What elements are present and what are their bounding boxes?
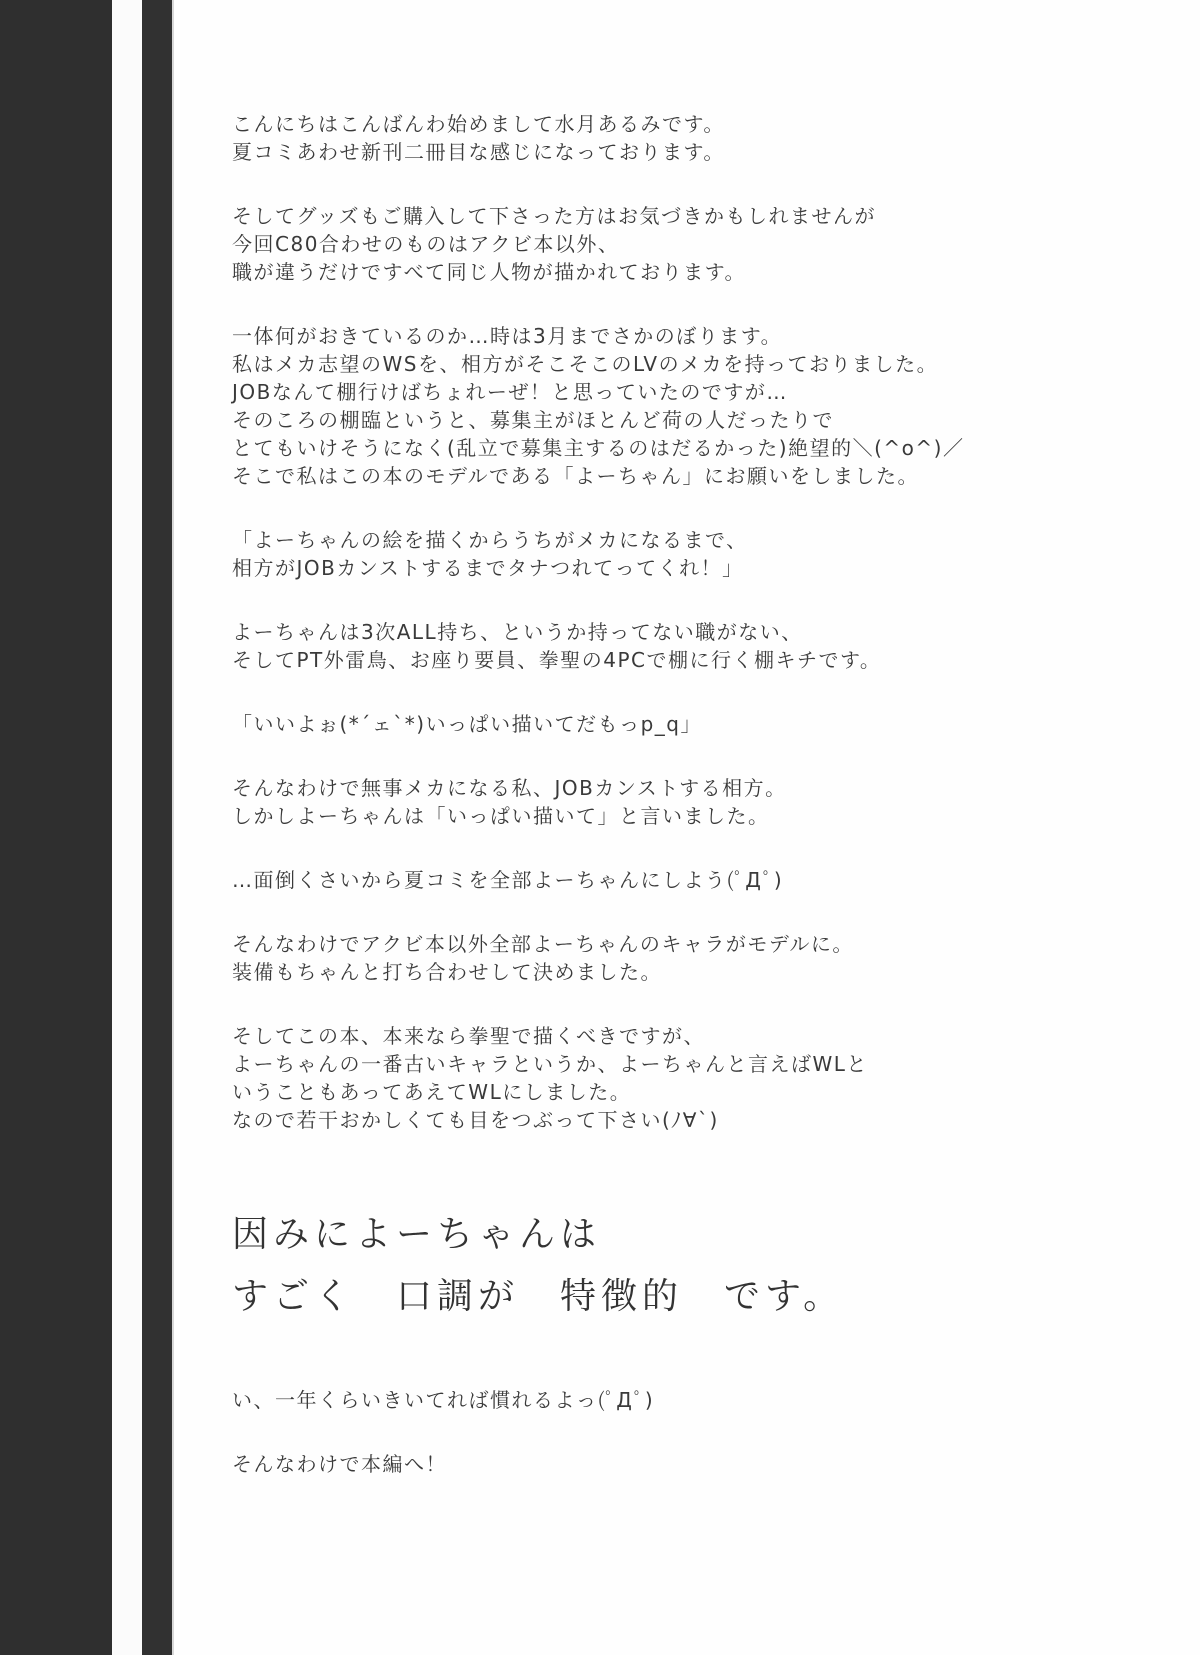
text-line: 相方がJOBカンストするまでタナつれてってくれ！」	[232, 556, 744, 580]
paragraph-greeting	[232, 110, 1162, 166]
paragraph-request-quote	[232, 526, 1162, 582]
text-line: 一体何がおきているのか…時は3月までさかのぼります。	[232, 324, 783, 348]
text-line: い、一年くらいきいてれば慣れるよっ(ﾟДﾟ)	[232, 1388, 655, 1412]
text-line: 「よーちゃんの絵を描くからうちがメカになるまで、	[232, 528, 748, 552]
left-white-stripe	[112, 0, 142, 1655]
text-line: そのころの棚臨というと、募集主がほとんど荷の人だったりで	[232, 408, 834, 432]
text-line: そしてグッズもご購入して下さった方はお気づきかもしれませんが	[232, 204, 876, 228]
text-line: …面倒くさいから夏コミを全部よーちゃんにしよう(ﾟДﾟ)	[232, 868, 784, 892]
text-line: 今回C80合わせのものはアクビ本以外、	[232, 232, 620, 256]
text-line: こんにちはこんばんわ始めまして水月あるみです。	[232, 112, 725, 136]
afterword-text	[232, 110, 1162, 1514]
left-dark-stripe	[0, 0, 112, 1655]
paragraph-goods	[232, 202, 1162, 286]
text-line: とてもいけそうになく(乱立で募集主するのはだるかった)絶望的＼(^o^)／	[232, 436, 965, 460]
paragraph-closing-2	[232, 1450, 1162, 1478]
text-line: 夏コミあわせ新刊二冊目な感じになっております。	[232, 140, 725, 164]
paragraph-result	[232, 774, 1162, 830]
paragraph-model	[232, 930, 1162, 986]
text-line: そんなわけで本編へ！	[232, 1452, 447, 1476]
text-line: 職が違うだけですべて同じ人物が描かれております。	[232, 260, 746, 284]
text-line: 「いいよぉ(*´ェ`*)いっぱい描いてだもっp_q」	[232, 712, 702, 736]
text-line: しかしよーちゃんは「いっぱい描いて」と言いました。	[232, 804, 770, 828]
text-line: そんなわけで無事メカになる私、JOBカンストする相方。	[232, 776, 787, 800]
big-note-line: すごく 口調が 特徴的 です。	[232, 1276, 845, 1317]
text-line: そしてこの本、本来なら拳聖で描くべきですが、	[232, 1024, 705, 1048]
big-note-line: 因みによーちゃんは	[232, 1214, 602, 1255]
paragraph-wl	[232, 1022, 1162, 1134]
page-edge-line	[172, 0, 174, 1655]
text-line: 装備もちゃんと打ち合わせして決めました。	[232, 960, 662, 984]
text-line: 私はメカ志望のWSを、相方がそこそこのLVのメカを持っておりました。	[232, 352, 939, 376]
paragraph-closing-1	[232, 1386, 1162, 1414]
text-line: なので若干おかしくても目をつぶって下さい(ﾉ∀`)	[232, 1108, 719, 1132]
paragraph-decision	[232, 866, 1162, 894]
text-line: いうこともあってあえてWLにしました。	[232, 1080, 632, 1104]
text-line: よーちゃんは3次ALL持ち、というか持ってない職がない、	[232, 620, 803, 644]
text-line: そんなわけでアクビ本以外全部よーちゃんのキャラがモデルに。	[232, 932, 854, 956]
left-inner-dark-stripe	[142, 0, 172, 1655]
paragraph-backstory	[232, 322, 1162, 490]
text-line: そしてPT外雷鳥、お座り要員、拳聖の4PCで棚に行く棚キチです。	[232, 648, 882, 672]
text-line: JOBなんて棚行けばちょれーぜ！と思っていたのですが…	[232, 380, 788, 404]
paragraph-reply-quote	[232, 710, 1162, 738]
text-line: そこで私はこの本のモデルである「よーちゃん」にお願いをしました。	[232, 464, 919, 488]
text-line: よーちゃんの一番古いキャラというか、よーちゃんと言えばWLと	[232, 1052, 868, 1076]
big-note	[232, 1204, 1162, 1328]
paragraph-character	[232, 618, 1162, 674]
